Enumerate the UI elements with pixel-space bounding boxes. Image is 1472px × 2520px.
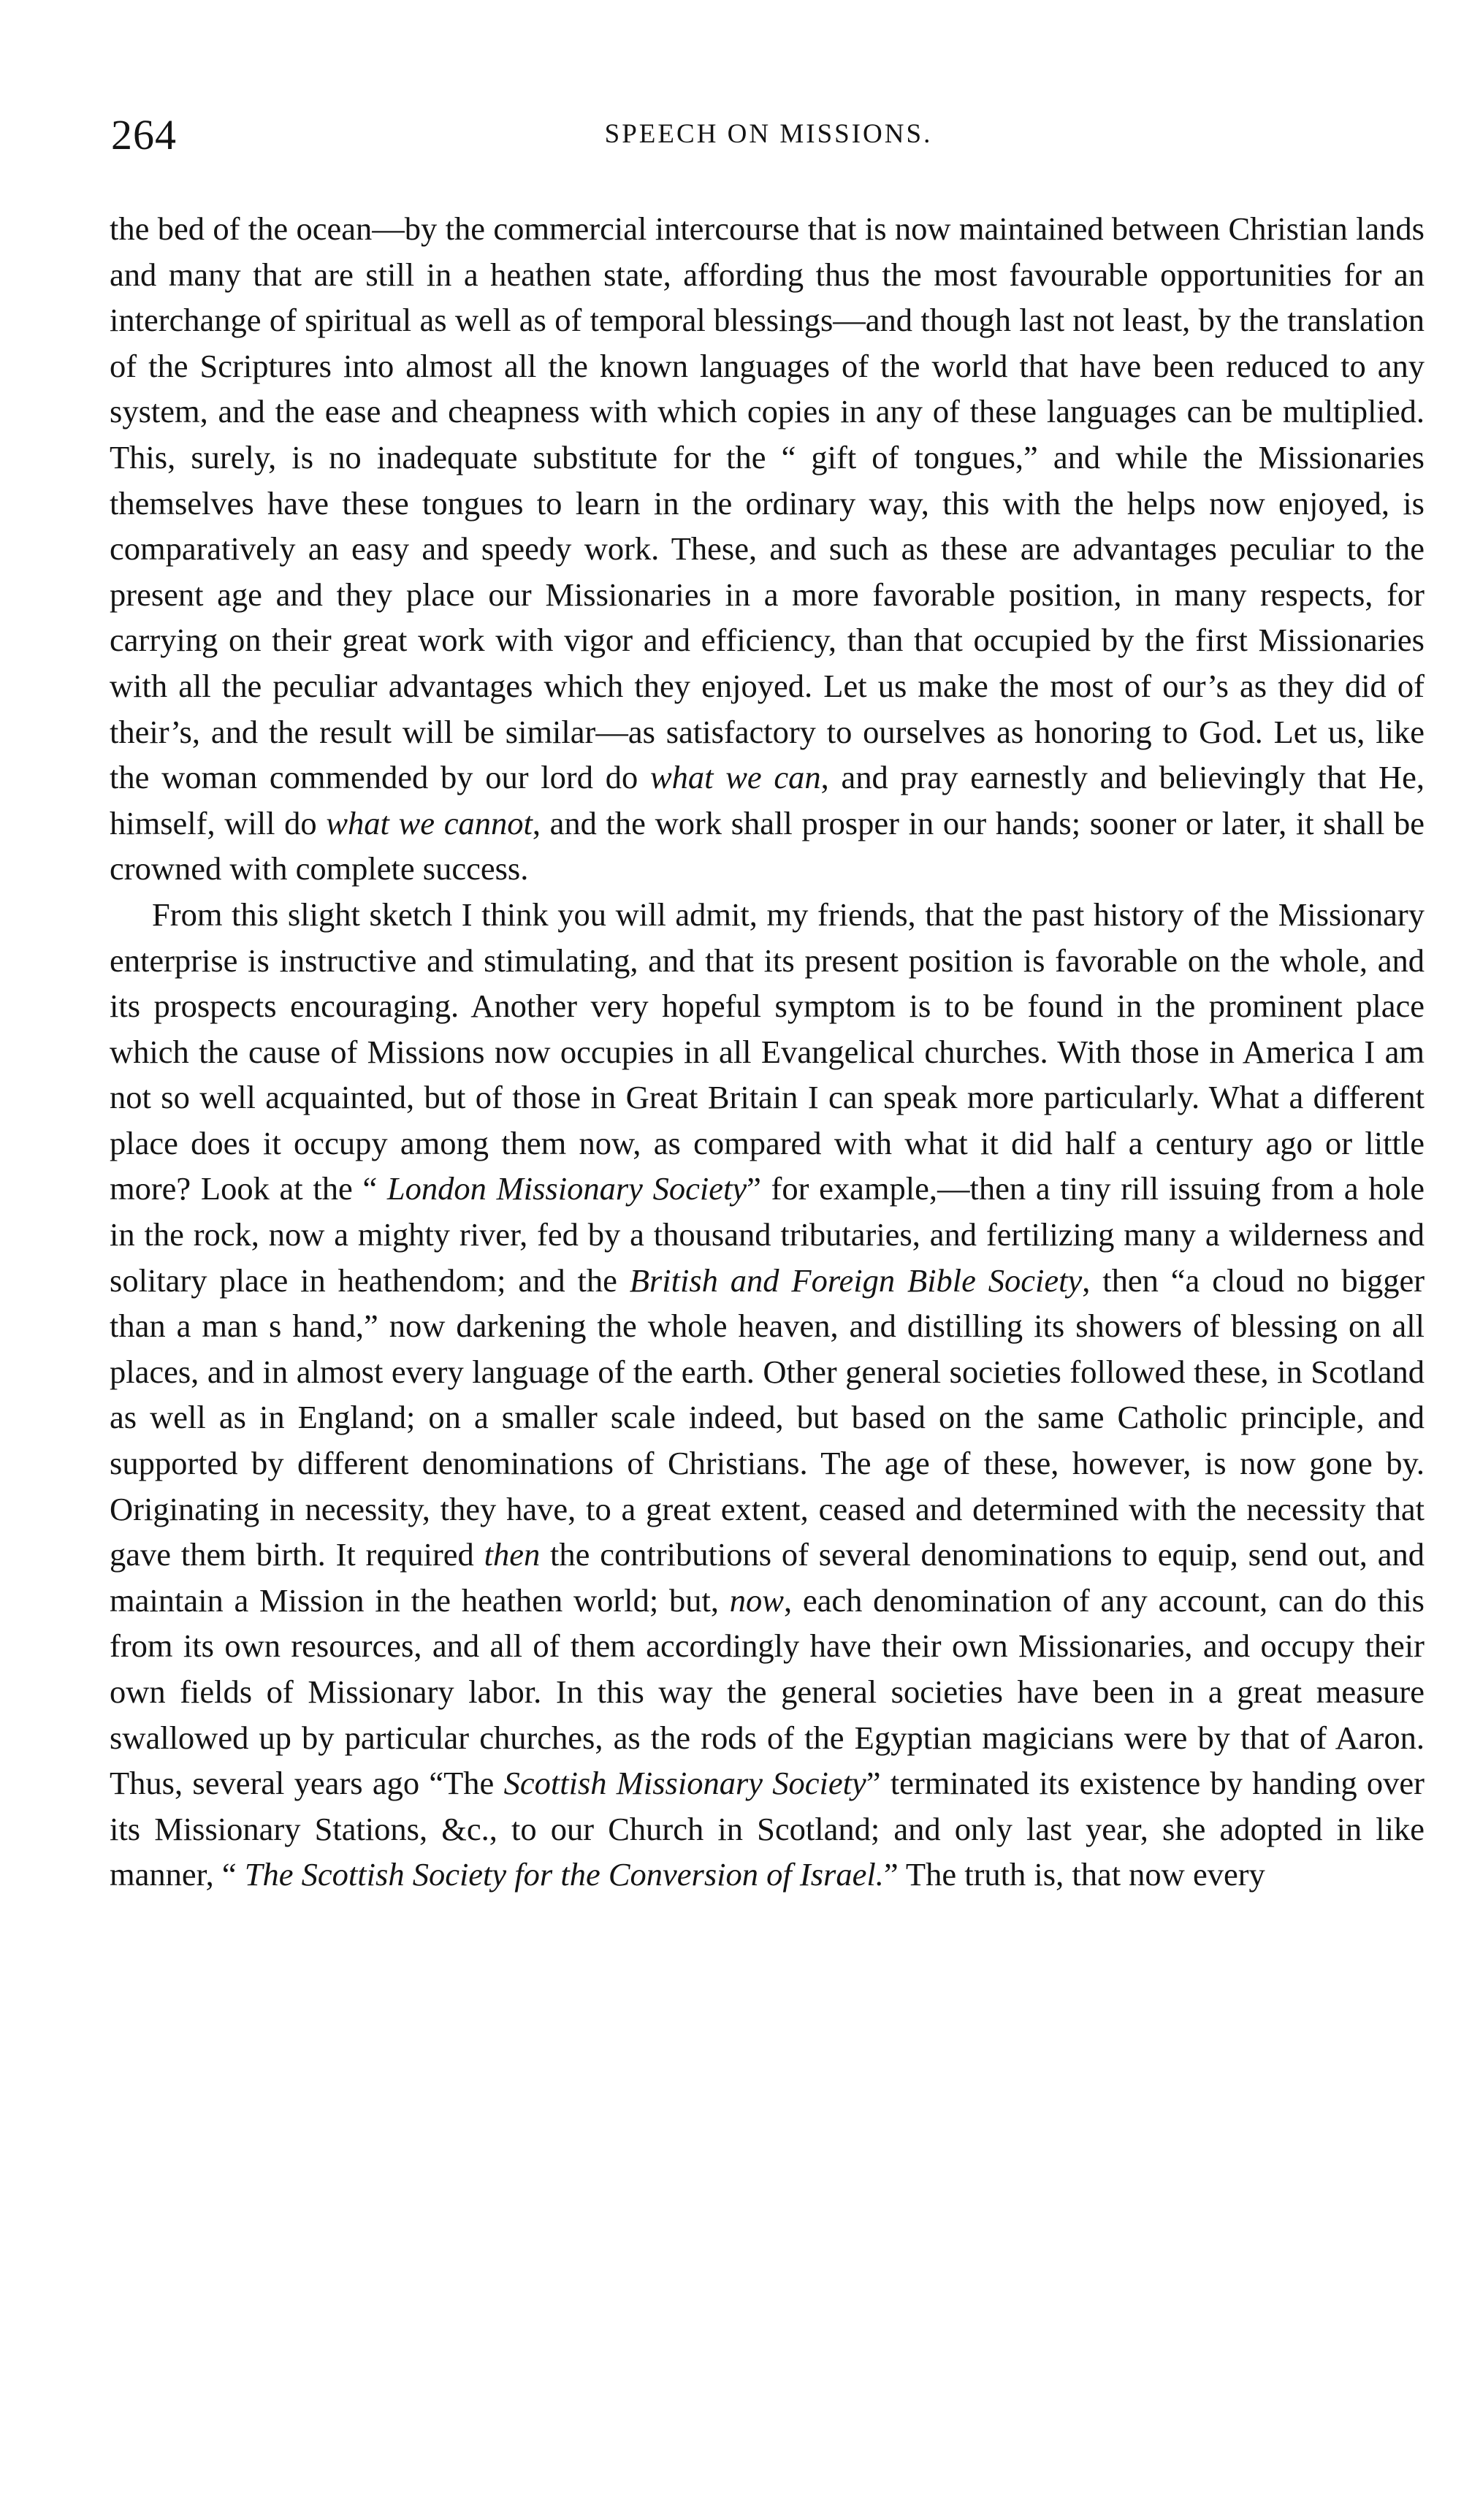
- text-run: the contributions of several denominations to equip, send out, and maintain a Mission in the heathen world; but,: [110, 1536, 1425, 1619]
- italic-text-run: now: [729, 1581, 784, 1619]
- page-number: 264: [111, 111, 177, 159]
- text-run: , each denomination of any account, can do this from its own resources, and all of them accordingly have their own Missionaries, and occupy their own fields of Missionary labor. In this way the general societies have been in a great measure swallowed up by particular churches, as the rods of the Egyptian magicians were by that of Aaron. Thus, several years ago “The: [110, 1581, 1425, 1802]
- text-run: the bed of the ocean—by the commercial intercourse that is now maintained between Christian lands and many that are still in a heathen state, affording thus the most favourable opportunities for an interchange of spiritual as well as of temporal blessings—and though last not least, by the translation of the Scriptures into almost all the known languages of the world that have been reduced to any system, and the ease and cheapness with which copies in any of these languages can be multiplied. This, surely, is no inadequate substitute for the “ gift of tongues,” and while the Missionaries themselves have these tongues to learn in the ordinary way, this with the helps now enjoyed, is comparatively an easy and speedy work. These, and such as these are advantages peculiar to the present age and they place our Missionaries in a more favorable position, in many respects, for carrying on their great work with vigor and efficiency, than that occupied by the first Missionaries with all the peculiar advantages which they enjoyed. Let us make the most of our’s as they did of their’s, and the result will be similar—as satisfactory to ourselves as honoring to God. Let us, like the woman commended by our lord do: [110, 210, 1425, 796]
- text-run: ” for example,—then a tiny rill issuing from a hole in the rock, now a mighty river, fed by a thousand tributaries, and fertilizing many a wilderness and solitary place in heathendom; and the: [110, 1170, 1425, 1299]
- page-header: [111, 102, 1426, 168]
- paragraph: [110, 892, 1425, 1898]
- running-head: SPEECH ON MISSIONS.: [604, 119, 933, 149]
- text-run: ” The truth is, that now every: [883, 1856, 1265, 1893]
- italic-text-run: London Missionary Society: [386, 1170, 747, 1207]
- text-run: ” terminated its existence by handing over its Missionary Stations, &c., to our Church in Scotland; and only last year, she adopted in like manner, “: [110, 1765, 1425, 1893]
- italic-text-run: British and Foreign Bible Society: [629, 1261, 1083, 1299]
- italic-text-run: then: [484, 1536, 541, 1573]
- text-run: , then “a cloud no bigger than a man s hand,” now darkening the whole heaven, and distilling its showers of blessing on all places, and in almost every language of the earth. Other general societies followed these, in Scotland as well as in England; on a smaller scale indeed, but based on the same Catholic principle, and supported by different denominations of Christians. The age of these, however, is now gone by. Originating in necessity, they have, to a great extent, ceased and determined with the necessity that gave them birth. It required: [110, 1261, 1425, 1573]
- body-text: [110, 206, 1425, 1898]
- italic-text-run: what we cannot: [326, 804, 533, 841]
- text-run: From this slight sketch I think you will admit, my friends, that the past history of the Missionary enterprise is instructive and stimulating, and that its present position is favorable on the whole, and its prospects encouraging. Another very hopeful symptom is to be found in the prominent place which the cause of Missions now occupies in all Evangelical churches. With those in America I am not so well acquainted, but of those in Great Britain I can speak more particularly. What a different place does it occupy among them now, as compared with what it did half a century ago or little more? Look at the “: [110, 896, 1425, 1207]
- italic-text-run: what we can: [649, 759, 821, 796]
- italic-text-run: Scottish Missionary Society: [503, 1765, 866, 1802]
- text-run: , and the work shall prosper in our hands; sooner or later, it shall be crowned with complete success.: [110, 804, 1425, 887]
- italic-text-run: The Scottish Society for the Conversion of Israel.: [244, 1856, 884, 1893]
- text-run: , and pray earnestly and believingly that He, himself, will do: [110, 759, 1425, 841]
- paragraph: [110, 206, 1425, 892]
